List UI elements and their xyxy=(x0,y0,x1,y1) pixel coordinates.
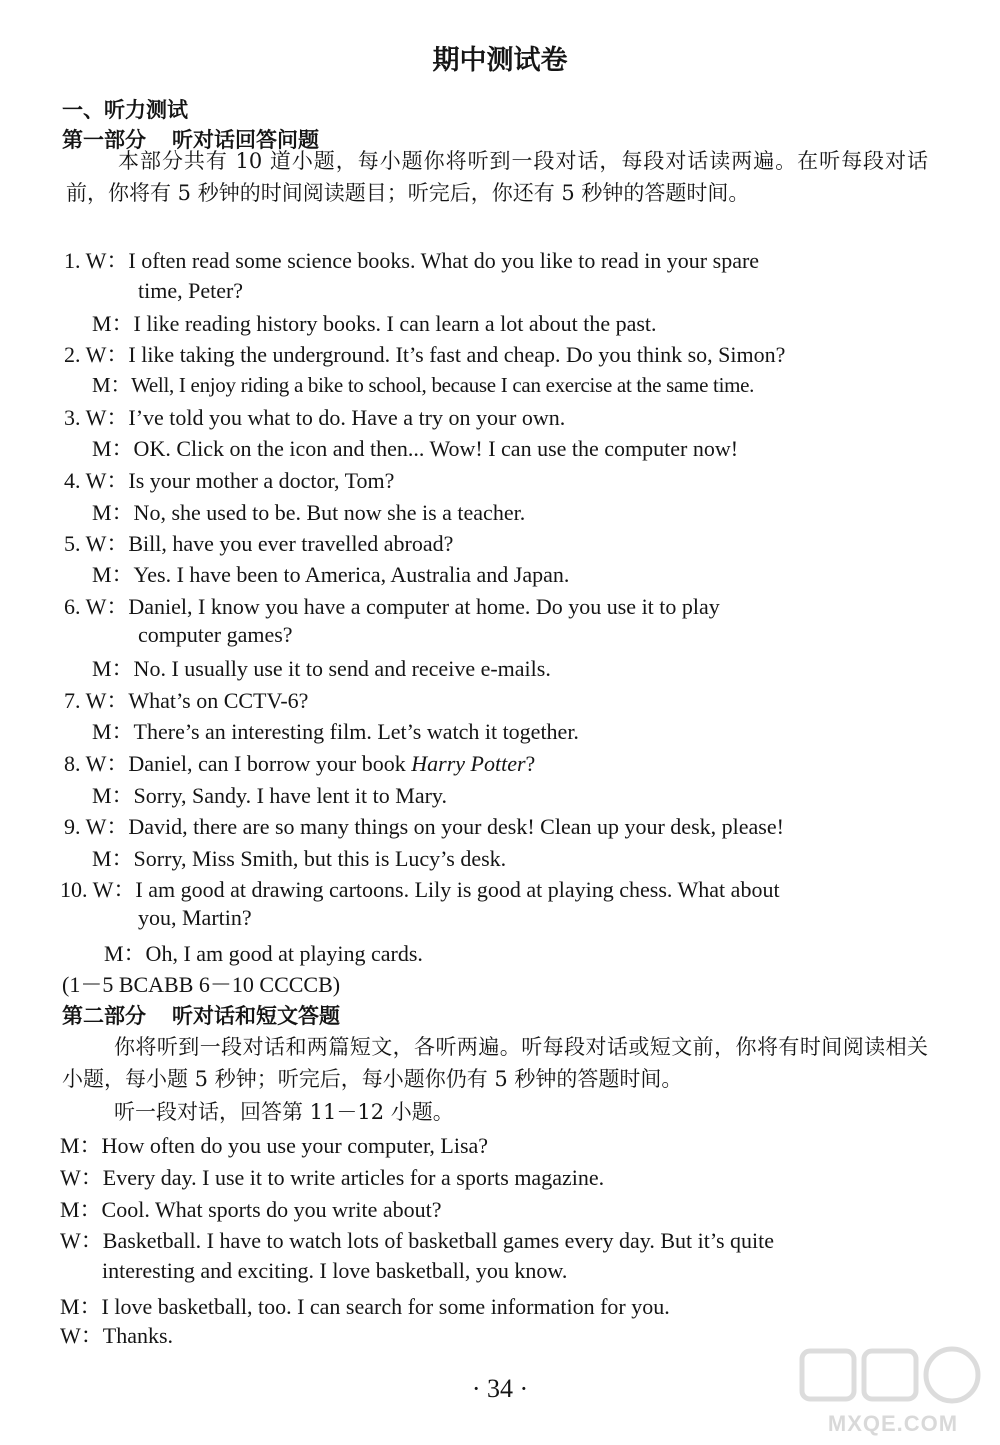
q8-woman: 8. W：Daniel, can I borrow your book Harry Potter? xyxy=(64,751,536,776)
part1-label: 第一部分 xyxy=(62,128,146,152)
part2-sub-instruction: 听一段对话，回答第 11－12 小题。 xyxy=(114,1100,454,1124)
part1-instructions: 本部分共有 10 道小题，每小题你将听到一段对话，每段对话读两遍。在听每段对话前，你将有 5 秒钟的时间阅读题目；听完后，你还有 5 秒钟的答题时间。 xyxy=(66,149,928,205)
dialogue-line-4: W：Basketball. I have to watch lots of basketball games every day. But it’s quite xyxy=(60,1228,775,1253)
q2-woman: 2. W：I like taking the underground. It’s fast and cheap. Do you think so, Simon? xyxy=(64,342,786,367)
dialogue-line-6: W：Thanks. xyxy=(60,1323,174,1348)
dialogue-line-3: M：Cool. What sports do you write about? xyxy=(60,1197,442,1222)
dialogue-line-1: M：How often do you use your computer, Lisa? xyxy=(60,1133,489,1158)
part2-name: 听对话和短文答题 xyxy=(172,1004,340,1028)
q4-man: M：No, she used to be. But now she is a teacher. xyxy=(92,500,526,525)
book-title: Harry Potter xyxy=(411,751,526,776)
q6-man: M：No. I usually use it to send and receive e-mails. xyxy=(92,656,551,681)
dialogue-line-4-cont: interesting and exciting. I love basketball, you know. xyxy=(102,1258,568,1283)
q1-woman-cont: time, Peter? xyxy=(138,278,244,303)
section-heading-listening: 一、听力测试 xyxy=(62,98,188,122)
watermark xyxy=(794,1341,992,1437)
watermark-text: MXQE.COM xyxy=(827,1411,959,1436)
part2-heading xyxy=(62,1000,340,1030)
q5-woman: 5. W：Bill, have you ever travelled abroad? xyxy=(64,531,454,556)
q1-woman: 1. W：I often read some science books. What do you like to read in your spare xyxy=(64,248,760,273)
part2-instructions: 你将听到一段对话和两篇短文，各听两遍。听每段对话或短文前，你将有时间阅读相关小题，每小题 5 秒钟；听完后，每小题你仍有 5 秒钟的答题时间。 xyxy=(62,1035,928,1091)
q3-man: M：OK. Click on the icon and then... Wow! I can use the computer now! xyxy=(92,436,739,461)
q6-woman: 6. W：Daniel, I know you have a computer at home. Do you use it to play xyxy=(64,594,720,619)
q6-woman-cont: computer games? xyxy=(138,622,293,647)
dialogue-line-5: M：I love basketball, too. I can search for some information for you. xyxy=(60,1294,670,1319)
part1-name: 听对话回答问题 xyxy=(172,128,319,152)
q7-woman: 7. W：What’s on CCTV-6? xyxy=(64,688,309,713)
watermark-logo-icon xyxy=(794,1341,992,1411)
q9-man: M：Sorry, Miss Smith, but this is Lucy’s desk. xyxy=(92,846,507,871)
q2-man: M：Well, I enjoy riding a bike to school, because I can exercise at the same time. xyxy=(92,373,755,397)
q10-man: M：Oh, I am good at playing cards. xyxy=(104,941,423,966)
q8-man: M：Sorry, Sandy. I have lent it to Mary. xyxy=(92,783,447,808)
page-title: 期中测试卷 xyxy=(432,45,568,76)
answer-key: (1－5 BCABB 6－10 CCCCB) xyxy=(62,972,341,997)
q4-woman: 4. W：Is your mother a doctor, Tom? xyxy=(64,468,395,493)
q10-woman: 10. W：I am good at drawing cartoons. Lily is good at playing chess. What about xyxy=(60,877,780,902)
q5-man: M：Yes. I have been to America, Australia and Japan. xyxy=(92,562,570,587)
dialogue-line-2: W：Every day. I use it to write articles for a sports magazine. xyxy=(60,1165,605,1190)
page-number: · 34 · xyxy=(471,1374,529,1403)
part2-label: 第二部分 xyxy=(62,1004,146,1028)
q9-woman: 9. W：David, there are so many things on your desk! Clean up your desk, please! xyxy=(64,814,784,839)
q7-man: M：There’s an interesting film. Let’s watch it together. xyxy=(92,719,579,744)
q3-woman: 3. W：I’ve told you what to do. Have a try on your own. xyxy=(64,405,566,430)
q1-man: M：I like reading history books. I can learn a lot about the past. xyxy=(92,311,657,336)
q10-woman-cont: you, Martin? xyxy=(138,905,252,930)
